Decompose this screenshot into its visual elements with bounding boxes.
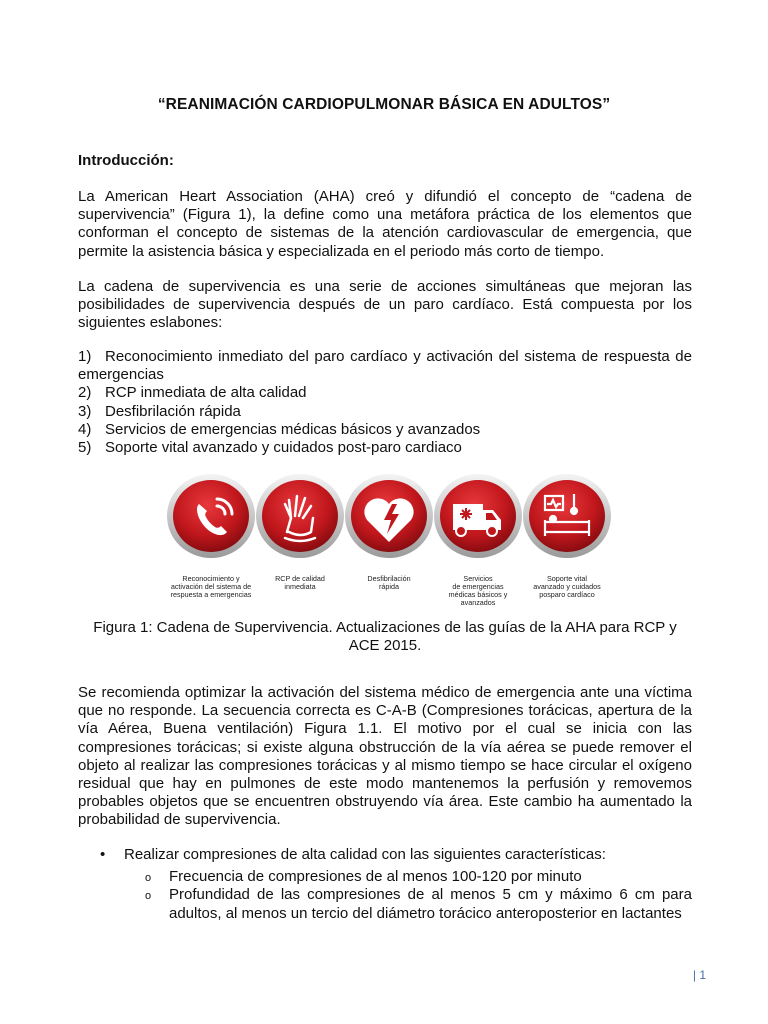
list-number: 4): [78, 420, 92, 438]
figure-label-line: respuesta a emergencias: [170, 590, 252, 599]
list-text: RCP inmediata de alta calidad: [105, 384, 307, 402]
chain-link-cpr: [256, 474, 344, 558]
chain-link-defibrillation: [345, 474, 433, 558]
sub-bullet-marker: o: [145, 872, 152, 885]
chain-of-survival-figure: [165, 470, 611, 610]
sub-bullet-item: [78, 868, 692, 886]
paragraph-intro: La American Heart Association (AHA) creó y difundió el concepto de “cadena de supervivencia” (Figura 1), la define como una metáfora práctica de los elementos que conforman el concepto de sistemas de la atención cardiovascular de emergencia, que permite la asistencia básica y especializada en el periodo más corto de tiempo.: [78, 188, 692, 260]
figure-label-line: Soporte vital: [547, 574, 587, 583]
sub-bullet-text: Profundidad de las compresiones de al menos 5 cm y máximo 6 cm para adultos, al menos un tercio del diámetro torácico anteroposterior en lactantes: [169, 886, 692, 922]
paragraph-chain: La cadena de supervivencia es una serie de acciones simultáneas que mejoran las posibilidades de supervivencia después de un paro cardíaco. Está compuesta por los siguientes eslabones:: [78, 278, 692, 332]
figure-label-line: Reconocimiento y: [182, 574, 240, 583]
figure-label-line: activación del sistema de: [170, 582, 252, 591]
sub-bullet-item: [78, 886, 692, 922]
figure-label-line: médicas básicos y: [448, 590, 508, 599]
paragraph-sequence: Se recomienda optimizar la activación del sistema médico de emergencia ante una víctima que no responde. La secuencia correcta es C-A-B (Compresiones torácicas, apertura de la vía Aérea, Buena ventilación) Figura 1.1. El motivo por el cual se inicia con las compresiones torácicas; si existe alguna obstrucción de la vía aérea se puede remover el objeto al realizar las compresiones torácicas y al mismo tiempo se hace circular el oxígeno residual que hay en pulmones de este modo mantenemos la perfusión y removemos probables objetos que se encuentren obstruyendo vía área. Este cambio ha aumentado la probabilidad de supervivencia.: [78, 684, 692, 829]
chain-link-advanced-care: [523, 474, 611, 558]
sub-bullet-text: Frecuencia de compresiones de al menos 100-120 por minuto: [169, 868, 582, 886]
list-text: Desfibrilación rápida: [105, 402, 241, 420]
section-heading: Introducción:: [78, 152, 174, 169]
page-number: | 1: [692, 968, 706, 982]
list-number: 1): [78, 348, 92, 365]
list-text: Soporte vital avanzado y cuidados post-paro cardiaco: [105, 439, 462, 457]
list-number: 3): [78, 402, 92, 420]
list-number: 5): [78, 439, 92, 457]
figure-label-line: Desfibrilación: [367, 574, 411, 583]
figure-label-1: [171, 574, 252, 599]
figure-label-line: avanzados: [460, 598, 496, 607]
figure-label-line: Servicios: [463, 574, 493, 583]
bullet-list: [78, 846, 692, 923]
numbered-list: [78, 348, 692, 457]
bullet-text: Realizar compresiones de alta calidad con las siguientes características:: [124, 846, 606, 863]
figure-label-2: [275, 574, 325, 591]
figure-label-line: posparo cardíaco: [539, 590, 595, 599]
sub-bullet-marker: o: [145, 890, 152, 903]
list-item: [78, 439, 692, 457]
list-text: Reconocimiento inmediato del paro cardíaco y activación del sistema de respuesta de emergencias: [78, 348, 692, 384]
bullet-item: [78, 846, 692, 864]
figure-label-5: [533, 574, 601, 599]
list-item: [78, 421, 692, 439]
figure-label-line: rápida: [379, 582, 399, 591]
list-number: 2): [78, 384, 92, 402]
figure-label-line: RCP de calidad: [275, 574, 325, 583]
figure-label-3: [367, 574, 410, 591]
list-item: [78, 403, 692, 421]
figure-label-line: inmediata: [284, 582, 316, 591]
chain-link-ems: [434, 474, 522, 558]
figure-caption: Figura 1: Cadena de Supervivencia. Actualizaciones de las guías de la AHA para RCP y ACE 2015.: [93, 619, 677, 655]
bullet-marker: •: [100, 846, 106, 863]
figure-label-4: [449, 574, 508, 607]
page-title: “REANIMACIÓN CARDIOPULMONAR BÁSICA EN ADULTOS”: [157, 96, 611, 113]
figure-label-line: de emergencias: [452, 582, 504, 591]
figure-label-line: avanzado y cuidados: [533, 582, 601, 591]
chain-link-recognition: [167, 474, 255, 558]
list-text: Servicios de emergencias médicas básicos y avanzados: [105, 420, 481, 438]
list-item: [78, 384, 692, 402]
list-item: [78, 348, 692, 384]
